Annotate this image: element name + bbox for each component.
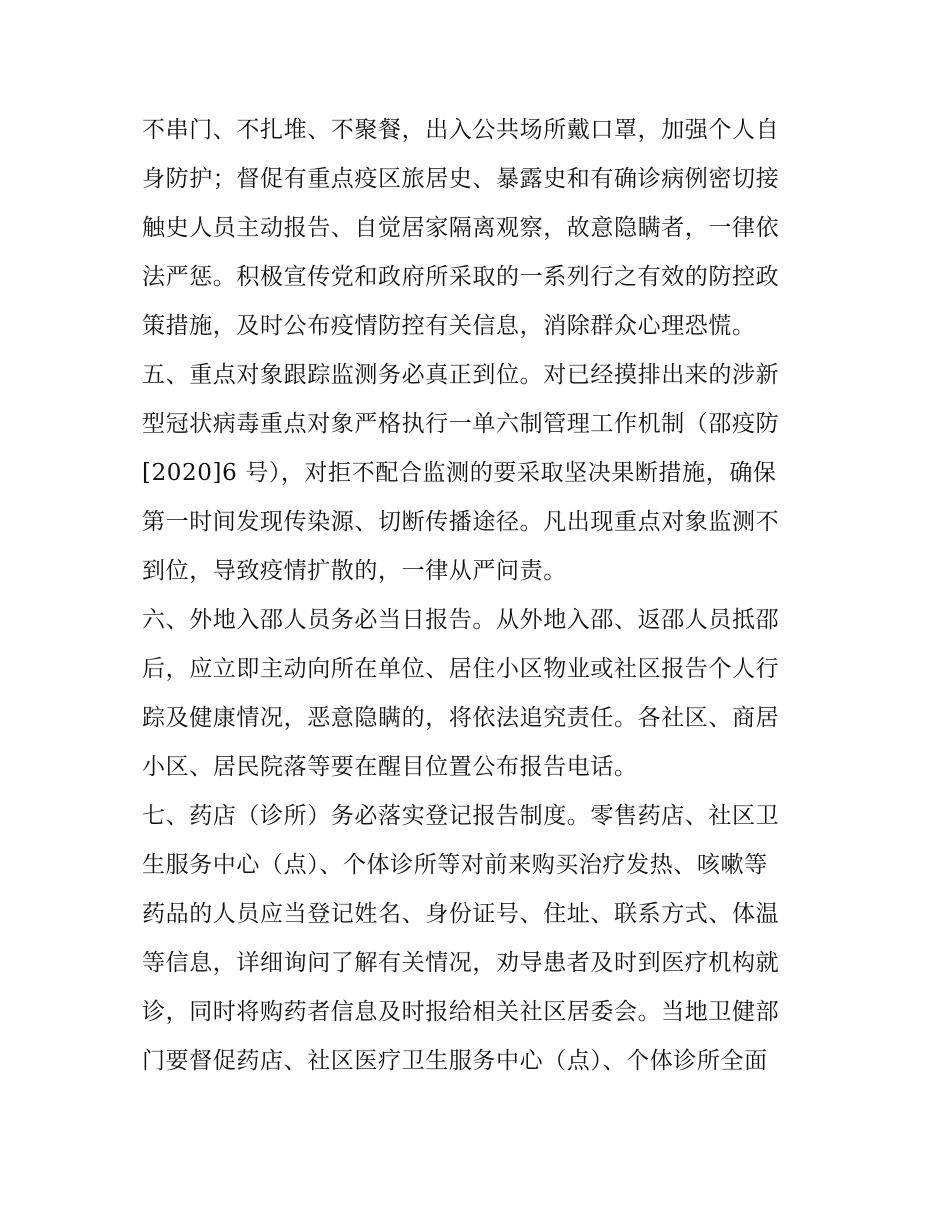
text-line: 药品的人员应当登记姓名、身份证号、住址、联系方式、体温 bbox=[142, 901, 780, 927]
text-line: 型冠状病毒重点对象严格执行一单六制管理工作机制（邵疫防 bbox=[142, 411, 780, 437]
text-line: 等信息，详细询问了解有关情况，劝导患者及时到医疗机构就 bbox=[142, 950, 780, 976]
text-line: 第一时间发现传染源、切断传播途径。凡出现重点对象监测不 bbox=[142, 509, 780, 535]
text-line: 踪及健康情况，恶意隐瞒的，将依法追究责任。各社区、商居 bbox=[142, 705, 780, 731]
text-line: 不串门、不扎堆、不聚餐，出入公共场所戴口罩，加强个人自 bbox=[142, 117, 780, 143]
text-line: 小区、居民院落等要在醒目位置公布报告电话。 bbox=[142, 754, 638, 780]
text-line: 法严惩。积极宣传党和政府所采取的一系列行之有效的防控政 bbox=[142, 264, 780, 290]
section-six-heading-line: 六、外地入邵人员务必当日报告。从外地入邵、返邵人员抵邵 bbox=[142, 607, 780, 633]
text-line: 到位，导致疫情扩散的，一律从严问责。 bbox=[142, 558, 567, 584]
text-line: 触史人员主动报告、自觉居家隔离观察，故意隐瞒者，一律依 bbox=[142, 215, 780, 241]
text-line: 策措施，及时公布疫情防控有关信息，消除群众心理恐慌。 bbox=[142, 313, 756, 339]
text-line: 诊，同时将购药者信息及时报给相关社区居委会。当地卫健部 bbox=[142, 999, 780, 1025]
text-line: [2020]6 号），对拒不配合监测的要采取坚决果断措施，确保 bbox=[142, 460, 777, 486]
document-body bbox=[142, 106, 822, 1086]
text-line: 后，应立即主动向所在单位、居住小区物业或社区报告个人行 bbox=[142, 656, 780, 682]
text-line: 门要督促药店、社区医疗卫生服务中心（点）、个体诊所全面 bbox=[142, 1048, 768, 1074]
section-seven-heading-line: 七、药店（诊所）务必落实登记报告制度。零售药店、社区卫 bbox=[142, 803, 780, 829]
text-line: 生服务中心（点）、个体诊所等对前来购买治疗发热、咳嗽等 bbox=[142, 852, 768, 878]
text-line: 身防护；督促有重点疫区旅居史、暴露史和有确诊病例密切接 bbox=[142, 166, 780, 192]
section-five-heading-line: 五、重点对象跟踪监测务必真正到位。对已经摸排出来的涉新 bbox=[142, 362, 780, 388]
